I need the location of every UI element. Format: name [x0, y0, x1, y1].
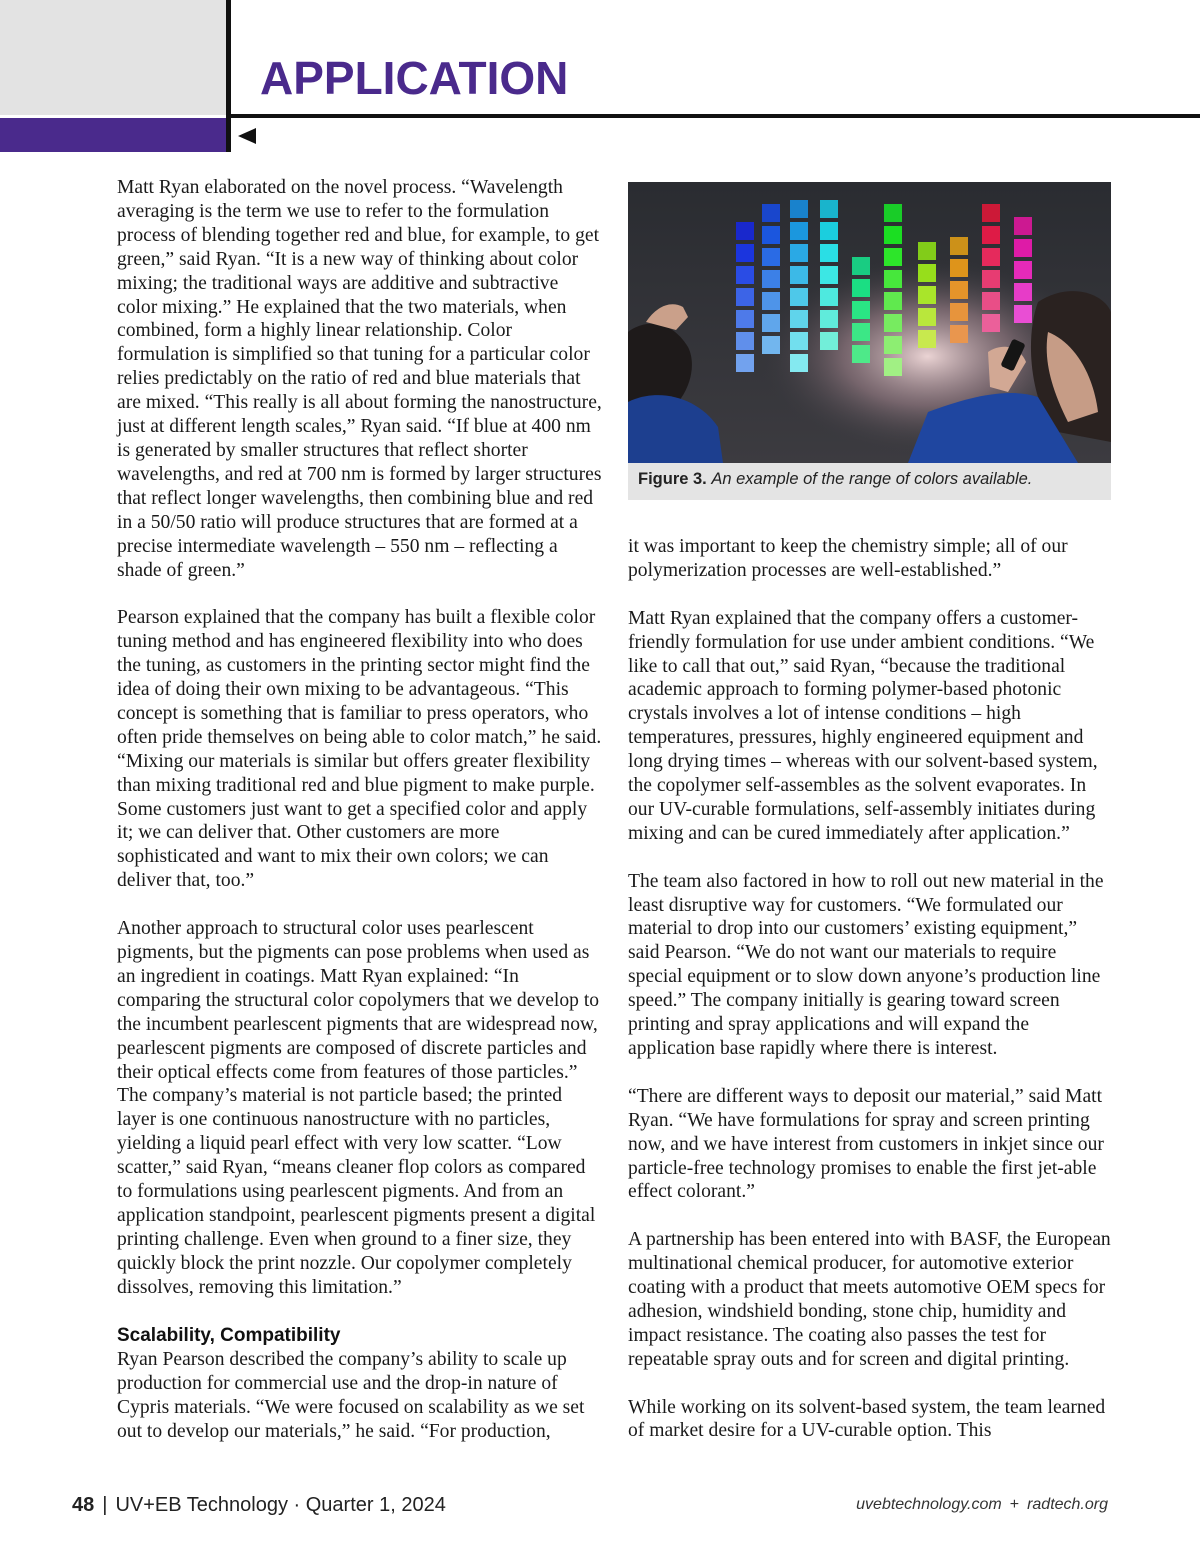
swatch-8-2	[982, 248, 1000, 266]
swatch-0-4	[736, 310, 754, 328]
swatch-2-0	[790, 200, 808, 218]
right-paragraph-5: A partnership has been entered into with BASF, the European multinational chemical producer, for automotive exterior coating with a product that meets automotive OEM specs for adhesion, windshield bonding, stone chip, humidity and impact resistance. The coating also passes the test for repeatable spray outs and for screen and digital printing.	[628, 1229, 1111, 1370]
swatch-6-4	[918, 330, 936, 348]
header-accent-bar	[0, 118, 226, 152]
swatch-6-1	[918, 264, 936, 282]
footer-separator: |	[102, 1494, 108, 1516]
swatch-2-2	[790, 244, 808, 262]
header-gray-block	[0, 0, 226, 115]
figure-label: Figure 3.	[638, 470, 707, 488]
swatch-3-2	[820, 244, 838, 262]
right-paragraph-6: While working on its solvent-based system, the team learned of market desire for a UV-curable option. This	[628, 1396, 1106, 1442]
swatch-7-3	[950, 303, 968, 321]
swatch-1-1	[762, 226, 780, 244]
swatch-0-3	[736, 288, 754, 306]
footer-publication	[72, 1492, 446, 1518]
page-number: 48	[72, 1494, 95, 1516]
swatch-3-1	[820, 222, 838, 240]
website-link-uvebtechnology[interactable]: uvebtechnology.com	[856, 1496, 1002, 1513]
website-link-radtech[interactable]: radtech.org	[1027, 1496, 1108, 1513]
swatch-1-5	[762, 314, 780, 332]
swatch-5-1	[884, 226, 902, 244]
swatch-8-4	[982, 292, 1000, 310]
swatch-1-2	[762, 248, 780, 266]
swatch-5-6	[884, 336, 902, 354]
swatch-3-3	[820, 266, 838, 284]
subheading-scalability: Scalability, Compatibility	[117, 1325, 341, 1347]
swatch-1-4	[762, 292, 780, 310]
swatch-9-4	[1014, 305, 1032, 323]
swatch-3-4	[820, 288, 838, 306]
swatch-5-3	[884, 270, 902, 288]
photo-of-color-swatches	[628, 182, 1111, 463]
swatch-0-6	[736, 354, 754, 372]
swatch-8-5	[982, 314, 1000, 332]
swatch-4-1	[852, 279, 870, 297]
swatch-0-1	[736, 244, 754, 262]
swatch-6-3	[918, 308, 936, 326]
swatch-9-2	[1014, 261, 1032, 279]
section-title: APPLICATION	[260, 52, 569, 104]
swatch-2-6	[790, 332, 808, 350]
swatch-3-5	[820, 310, 838, 328]
swatch-4-3	[852, 323, 870, 341]
swatch-6-0	[918, 242, 936, 260]
swatch-2-1	[790, 222, 808, 240]
right-paragraph-3: The team also factored in how to roll out new material in the least disruptive way for customers. “We formulated our material to drop into our customers’ existing equipment,” said Pearson. “We do not want our materials to require special equipment or to slow down anyone’s production line speed.” The company initially is gearing toward screen printing and spray applications and will expand the application base rapidly where there is interest.	[628, 870, 1104, 1059]
left-paragraph-2: Pearson explained that the company has built a flexible color tuning method and has engineered flexibility into who does the tuning, as customers in the printing sector might find the idea of doing their own mixing to be advantageous. “This concept is something that is familiar to press operators, who often pride themselves on being able to color match,” he said. “Mixing our materials is similar but offers greater flexibility than mixing traditional red and blue pigment to make purple. Some customers just want to get a specified color and apply it; we can deliver that. Other customers are more sophisticated and want to mix their own colors; we can deliver that, too.”	[117, 607, 602, 892]
swatch-4-4	[852, 345, 870, 363]
header-horizontal-rule	[226, 114, 1200, 118]
right-paragraph-4: “There are different ways to deposit our material,” said Matt Ryan. “We have formulations for spray and screen printing now, and we have interest from customers in inkjet since our particle-free technology promises to enable the first jet-able effect colorant.”	[628, 1085, 1104, 1203]
left-paragraph-1: Matt Ryan elaborated on the novel process. “Wavelength averaging is the term we use to refer to the formulation process of blending together red and blue, for example, to get green,” said Ryan. “It is a new way of thinking about color mixing; the traditional ways are additive and subtractive color mixing.” He explained that the two materials, when combined, form a highly linear relationship. Color formulation is simplified so that tuning for a particular color relies predictably on the ratio of red and blue materials that are mixed. “This really is all about forming the nanostructure, just at different length scales,” Ryan said. “If blue at 400 nm is generated by smaller structures that reflect shorter wavelengths, and red at 700 nm is formed by larger structures that reflect longer wavelengths, then combining blue and red in a 50/50 ratio will produce structures that are formed at a precise intermediate wavelength – 550 nm – reflecting a shade of green.”	[117, 177, 602, 581]
swatch-5-5	[884, 314, 902, 332]
left-paragraph-3: Another approach to structural color uses pearlescent pigments, but the pigments can pose problems when used as an ingredient in coatings. Matt Ryan explained: “In comparing the structural color copolymers that we develop to the incumbent pearlescent pigments that are widespread now, pearlescent pigments are composed of discrete particles and their optical effects come from features of those particles.” The company’s material is not particle based; the printed layer is one continuous nanostructure with no particles, yielding a liquid pearl effect with very low scatter. “Low scatter,” said Ryan, “means cleaner flop colors as compared to formulations using pearlescent pigments. And from an application standpoint, pearlescent pigments present a digital printing challenge. Even when ground to a finer size, they quickly block the print nozzle. Our copolymer completely dissolves, removing this limitation.”	[117, 918, 600, 1298]
swatch-7-2	[950, 281, 968, 299]
swatch-9-1	[1014, 239, 1032, 257]
swatch-1-6	[762, 336, 780, 354]
swatch-2-7	[790, 354, 808, 372]
swatch-5-0	[884, 204, 902, 222]
right-paragraph-1: it was important to keep the chemistry simple; all of our polymerization processes are well-established.”	[628, 536, 1068, 581]
swatch-2-3	[790, 266, 808, 284]
left-paragraph-4: Ryan Pearson described the company’s ability to scale up production for commercial use and the drop-in nature of Cypris materials. “We were focused on scalability as we set out to develop our materials,” he said. “For production,	[117, 1349, 585, 1443]
right-paragraph-2: Matt Ryan explained that the company offers a customer-friendly formulation for use under ambient conditions. “We like to call that out,” said Ryan, “because the traditional academic approach to forming polymer-based photonic crystals involves a lot of intense conditions – high temperatures, pressures, highly engineered equipment and long drying times – whereas with our solvent-based system, the copolymer self-assembles as the solvent evaporates. In our UV-curable formulations, self-assembly initiates during mixing and can be cured immediately after application.”	[628, 607, 1098, 844]
swatch-0-5	[736, 332, 754, 350]
swatch-1-3	[762, 270, 780, 288]
swatch-7-4	[950, 325, 968, 343]
swatch-2-4	[790, 288, 808, 306]
swatch-8-1	[982, 226, 1000, 244]
figure-caption-text: An example of the range of colors available.	[711, 470, 1033, 488]
swatch-1-0	[762, 204, 780, 222]
swatch-5-2	[884, 248, 902, 266]
left-column	[117, 176, 602, 1468]
figure-caption	[638, 468, 1103, 490]
figure-3	[628, 182, 1111, 500]
swatch-5-7	[884, 358, 902, 376]
swatch-3-6	[820, 332, 838, 350]
swatch-9-0	[1014, 217, 1032, 235]
triangle-left-icon	[238, 128, 256, 144]
swatch-7-1	[950, 259, 968, 277]
swatch-9-3	[1014, 283, 1032, 301]
swatch-0-2	[736, 266, 754, 284]
swatch-4-2	[852, 301, 870, 319]
swatch-2-5	[790, 310, 808, 328]
publication-name: UV+EB Technology · Quarter 1, 2024	[115, 1494, 446, 1516]
swatch-7-0	[950, 237, 968, 255]
swatch-8-0	[982, 204, 1000, 222]
footer-plus: +	[1009, 1496, 1020, 1513]
swatch-8-3	[982, 270, 1000, 288]
swatch-5-4	[884, 292, 902, 310]
swatch-0-0	[736, 222, 754, 240]
header-vertical-rule	[226, 0, 231, 152]
swatch-6-2	[918, 286, 936, 304]
footer-websites	[856, 1494, 1108, 1516]
right-column	[628, 535, 1113, 1467]
swatch-4-0	[852, 257, 870, 275]
swatch-3-0	[820, 200, 838, 218]
